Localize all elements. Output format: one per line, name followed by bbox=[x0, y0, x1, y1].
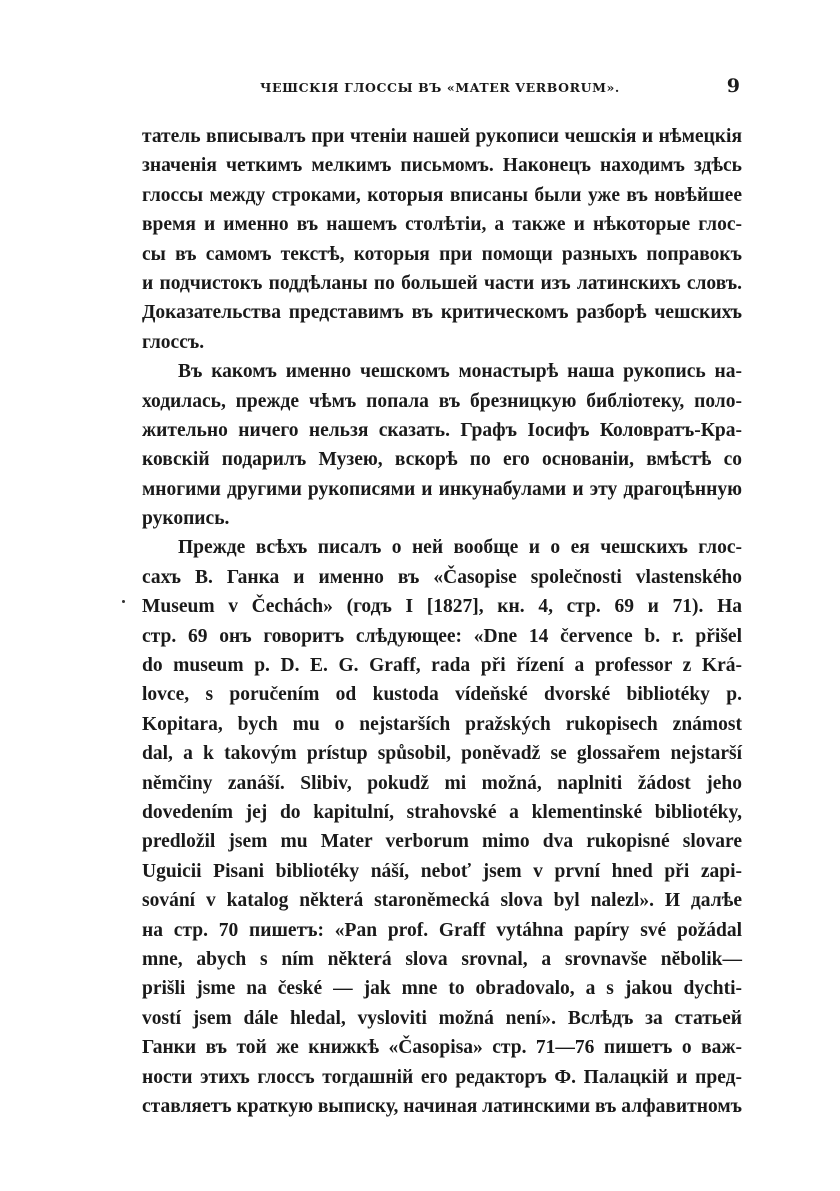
text-line: němčiny zanáší. Slibiv, pokudž mi možná, naplniti žádost jeho bbox=[142, 772, 742, 794]
text-line: lovce, s poručením od kustoda vídeňské dvorské bibliotéky p. bbox=[142, 684, 742, 706]
text-line: vostí jsem dále hledal, vysloviti možná není». Вслѣдъ за статьей bbox=[142, 1007, 742, 1029]
text-line: Kopitara, bych mu o nejstarších pražských rukopisech známost bbox=[142, 713, 742, 735]
page-number: 9 bbox=[726, 75, 740, 97]
running-title: ЧЕШСКІЯ ГЛОССЫ ВЪ «MATER VERBORUM». bbox=[260, 80, 620, 95]
text-line: жительно ничего нельзя сказать. Графъ Іосифъ Коловратъ-Кра- bbox=[142, 419, 742, 441]
text-line: сы въ самомъ текстѣ, которыя при помощи разныхъ поправокъ bbox=[142, 243, 742, 265]
text-line: значенія четкимъ мелкимъ письмомъ. Наконецъ находимъ здѣсь bbox=[142, 155, 742, 177]
paragraph-start-line: Прежде всѣхъ писалъ о ней вообще и о ея чешскихъ глос- bbox=[178, 537, 742, 559]
text-line: Ганки въ той же книжкѣ «Časopisa» стр. 71—76 пишетъ о важ- bbox=[142, 1037, 742, 1059]
text-line: стр. 69 онъ говоритъ слѣдующее: «Dne 14 července b. r. přišel bbox=[142, 625, 742, 647]
text-line: ности этихъ глоссъ тогдашній его редакторъ Ф. Палацкій и пред- bbox=[142, 1066, 742, 1088]
text-line: Museum v Čechách» (годъ I [1827], кн. 4, стр. 69 и 71). На bbox=[142, 596, 742, 618]
text-line: время и именно въ нашемъ столѣтіи, а также и нѣкоторые глос- bbox=[142, 214, 742, 236]
body-text bbox=[142, 122, 742, 1121]
text-line: Uguicii Pisani bibliotéky náší, neboť jsem v první hned při zapi- bbox=[142, 860, 742, 882]
text-line: на стр. 70 пишетъ: «Pan prof. Graff vytáhna papíry své požádal bbox=[142, 919, 742, 941]
text-line: Доказательства представимъ въ критическомъ разборѣ чешскихъ bbox=[142, 302, 742, 324]
text-line: do museum p. D. E. G. Graff, rada při řízení a professor z Krá- bbox=[142, 655, 742, 677]
text-line: ставляетъ краткую выписку, начиная латинскими въ алфавитномъ bbox=[142, 1095, 742, 1117]
text-line: prišli jsme na české — jak mne to obradovalo, a s jakou dychti- bbox=[142, 978, 742, 1000]
running-header bbox=[142, 76, 744, 104]
paragraph-start-line: Въ какомъ именно чешскомъ монастырѣ наша рукопись на- bbox=[178, 361, 742, 383]
text-line: sování v katalog některá staroněmecká slova byl nalezl». И далѣе bbox=[142, 890, 742, 912]
text-line: dal, a k takovým prístup spůsobil, poněvadž se glossařem nejstarší bbox=[142, 743, 742, 765]
text-line: сахъ В. Ганка и именно въ «Časopise společnosti vlastenského bbox=[142, 566, 742, 588]
text-line: татель вписывалъ при чтеніи нашей рукописи чешскія и нѣмецкія bbox=[142, 126, 742, 147]
text-line: и подчистокъ поддѣланы по большей части изъ латинскихъ словъ. bbox=[142, 272, 742, 294]
text-line: рукопись. bbox=[142, 508, 230, 530]
text-line: ходилась, прежде чѣмъ попала въ брезницкую библіотеку, поло- bbox=[142, 390, 742, 412]
text-line: многими другими рукописями и инкунабулами и эту драгоцѣнную bbox=[142, 478, 742, 500]
text-line: predložil jsem mu Mater verborum mimo dva rukopisné slovare bbox=[142, 831, 742, 853]
text-line: глоссы между строками, которыя вписаны были уже въ новѣйшее bbox=[142, 184, 742, 206]
text-line: dovedením jej do kapitulní, strahovské a klementinské bibliotéky, bbox=[142, 801, 742, 823]
text-line: ковскій подарилъ Музею, вскорѣ по его основаніи, вмѣстѣ со bbox=[142, 449, 742, 471]
text-line: mne, abych s ním některá slova srovnal, a srovnavše nĕbolik— bbox=[142, 948, 742, 970]
margin-dot bbox=[122, 600, 125, 603]
text-line: глоссъ. bbox=[142, 331, 205, 353]
